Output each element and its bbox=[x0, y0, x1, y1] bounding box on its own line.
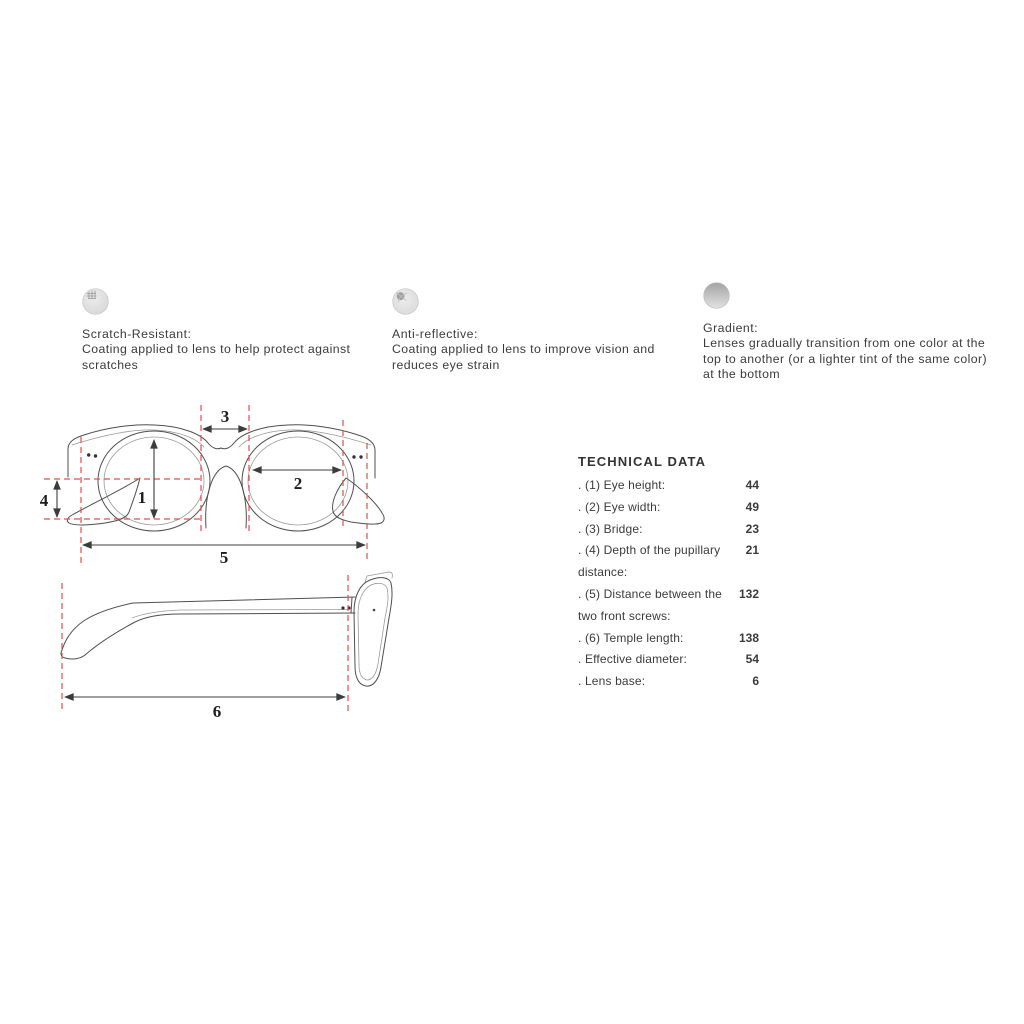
marker-3: 3 bbox=[220, 407, 230, 426]
tech-row-effective-diameter bbox=[578, 649, 759, 671]
dimension-bridge bbox=[203, 407, 247, 429]
technical-data-panel bbox=[578, 454, 759, 693]
tech-row-label: . (5) Distance between the two front screws: bbox=[578, 586, 722, 623]
dimension-pupillary-depth bbox=[40, 481, 57, 517]
tech-row-label: . (1) Eye height: bbox=[578, 478, 666, 492]
tech-row-value: 138 bbox=[738, 630, 759, 645]
feature-anti-reflective bbox=[392, 288, 684, 373]
tech-row-value: 49 bbox=[745, 499, 759, 514]
front-screws bbox=[87, 453, 363, 458]
feature-gradient bbox=[703, 282, 995, 383]
marker-2: 2 bbox=[293, 474, 303, 493]
tech-row-label: . (2) Eye width: bbox=[578, 499, 661, 514]
tech-row-front-screws-distance bbox=[578, 584, 759, 628]
nose-bridge-cutout bbox=[206, 466, 247, 528]
dimension-eye-width bbox=[253, 470, 341, 493]
feature-description: Lenses gradually transition from one color at the top to another (or a lighter tint of the same color) at the bottom bbox=[703, 336, 987, 381]
tech-row-temple-length bbox=[578, 628, 759, 650]
tech-row-value: 21 bbox=[745, 543, 759, 558]
feature-description: Coating applied to lens to improve vision and reduces eye strain bbox=[392, 342, 655, 372]
frame-profile-screw bbox=[373, 609, 376, 612]
tech-row-pupillary-depth bbox=[578, 540, 759, 584]
frame-front-outline bbox=[67, 425, 384, 531]
temple-side-outline bbox=[61, 572, 392, 686]
tech-row-value: 54 bbox=[745, 652, 759, 667]
feature-scratch-resistant bbox=[82, 288, 374, 373]
left-folded-temple bbox=[67, 478, 140, 525]
dimension-front-screws-distance bbox=[83, 545, 365, 567]
marker-5: 5 bbox=[219, 548, 229, 567]
technical-data-title: TECHNICAL DATA bbox=[578, 454, 707, 469]
marker-4: 4 bbox=[39, 491, 49, 510]
tech-row-eye-height bbox=[578, 475, 759, 497]
tech-row-label: . (3) Bridge: bbox=[578, 521, 643, 536]
feature-title: Anti-reflective: bbox=[392, 327, 478, 341]
construction-lines-side bbox=[62, 575, 348, 712]
right-folded-temple bbox=[333, 478, 385, 524]
gradient-icon bbox=[703, 282, 730, 309]
tech-row-label: . Lens base: bbox=[578, 674, 646, 689]
anti-reflective-icon bbox=[392, 288, 419, 315]
tech-row-lens-base bbox=[578, 671, 759, 693]
tech-row-label: . Effective diameter: bbox=[578, 652, 687, 667]
tech-row-label: . (4) Depth of the pupillary distance: bbox=[578, 543, 721, 580]
tech-row-eye-width bbox=[578, 497, 759, 519]
tech-row-bridge bbox=[578, 519, 759, 541]
glasses-front-view-diagram bbox=[30, 393, 420, 583]
scratch-resistant-icon bbox=[82, 288, 109, 315]
feature-title: Scratch-Resistant: bbox=[82, 327, 192, 341]
dimension-temple-length bbox=[65, 697, 345, 721]
tech-row-label: . (6) Temple length: bbox=[578, 630, 684, 645]
feature-title: Gradient: bbox=[703, 321, 759, 335]
tech-row-value: 44 bbox=[745, 478, 759, 492]
glasses-side-view-diagram bbox=[30, 570, 410, 725]
tech-row-value: 23 bbox=[745, 521, 759, 536]
tech-row-value: 6 bbox=[752, 674, 759, 689]
feature-description: Coating applied to lens to help protect against scratches bbox=[82, 342, 351, 372]
marker-1: 1 bbox=[137, 488, 147, 507]
tech-row-value: 132 bbox=[738, 586, 759, 601]
marker-6: 6 bbox=[212, 702, 222, 721]
